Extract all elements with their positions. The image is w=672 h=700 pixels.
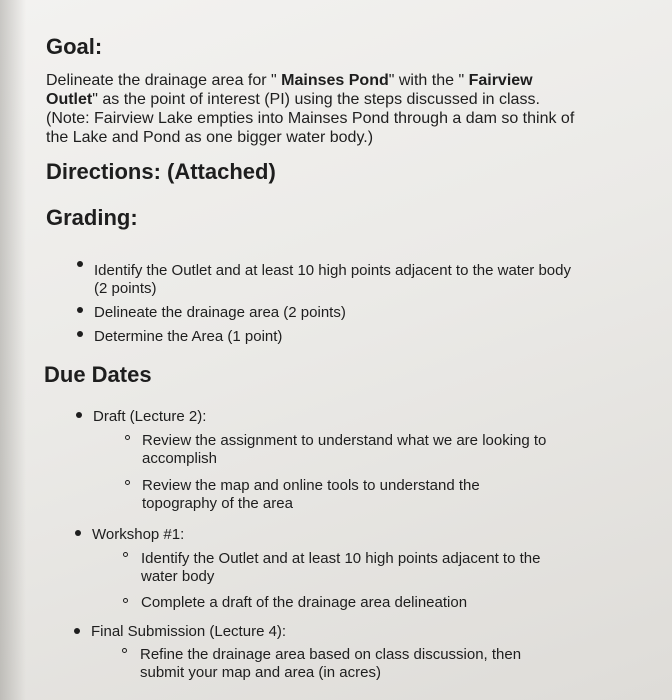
grading-item-area: Determine the Area (1 point) — [94, 328, 283, 345]
goal-paragraph — [46, 71, 586, 147]
pond-name: Mainses Pond — [276, 72, 389, 89]
bullet-dot — [75, 530, 81, 536]
goal-text-part-1: Delineate the drainage area for " — [46, 72, 277, 89]
grading-heading: Grading: — [46, 205, 138, 230]
outlet-name: Fairview Outlet — [46, 72, 533, 108]
bullet-dot — [77, 261, 83, 267]
goal-heading: Goal: — [46, 34, 103, 59]
due-group-workshop: Workshop #1: — [92, 526, 185, 543]
goal-text-part-2: " with the " — [388, 72, 465, 89]
sub-bullet-circle — [125, 435, 130, 440]
sub-bullet-circle — [123, 552, 128, 557]
page-edge-shadow — [0, 0, 26, 700]
grading-item-delineate: Delineate the drainage area (2 points) — [94, 304, 346, 321]
grading-item-outlet: Identify the Outlet and at least 10 high points adjacent to the water body (2 points) — [94, 262, 571, 297]
goal-text-part-3: " as the point of interest (PI) using the steps discussed in class. (Note: Fairview Lake empties into Mainses Pond through a dam so think of the Lake and Pond as one bigger water body.) — [46, 91, 575, 146]
directions-heading: Directions: (Attached) — [46, 159, 276, 184]
bullet-dot — [74, 628, 80, 634]
due-dates-heading: Due Dates — [44, 362, 152, 387]
due-group-draft: Draft (Lecture 2): — [93, 408, 207, 425]
sub-bullet-circle — [122, 648, 127, 653]
workshop-subitem-identify: Identify the Outlet and at least 10 high points adjacent to the water body — [141, 550, 541, 585]
final-subitem-refine: Refine the drainage area based on class discussion, then submit your map and area (in acres) — [140, 646, 522, 681]
workshop-subitem-draft: Complete a draft of the drainage area delineation — [141, 594, 468, 611]
bullet-dot — [77, 331, 83, 337]
bullet-dot — [76, 412, 82, 418]
draft-subitem-review-map: Review the map and online tools to understand the topography of the area — [142, 477, 480, 512]
sub-bullet-circle — [125, 480, 130, 485]
sub-bullet-circle — [123, 598, 128, 603]
bullet-dot — [77, 307, 83, 313]
due-group-final: Final Submission (Lecture 4): — [91, 623, 287, 640]
draft-subitem-review-assignment: Review the assignment to understand what we are looking to accomplish — [142, 432, 547, 467]
